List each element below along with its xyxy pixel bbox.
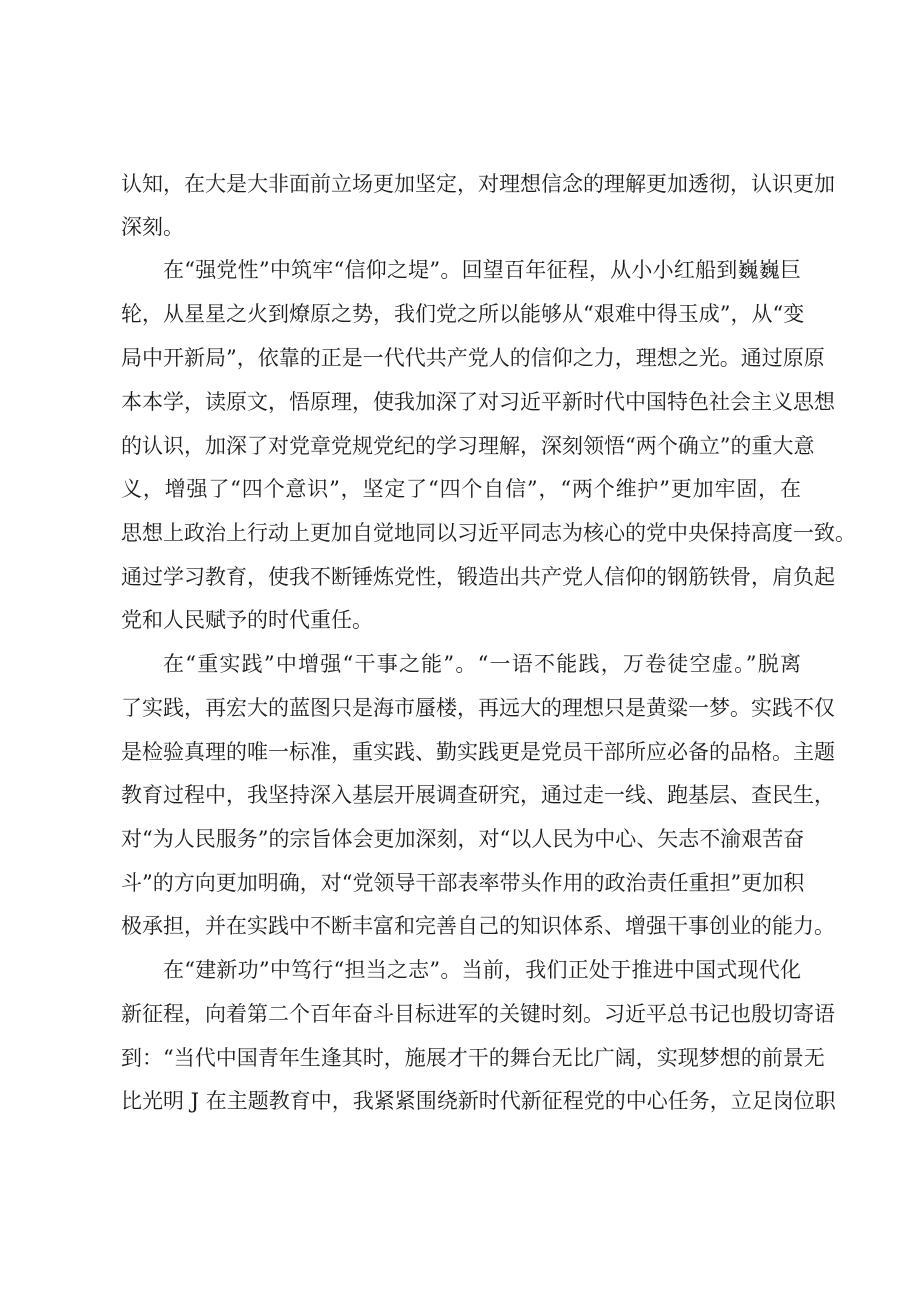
text-line: 认知，在大是大非面前立场更加坚定，对理想信念的理解更加透彻，认识更加 (121, 172, 835, 196)
text-line: 的认识，加深了对党章党规党纪的学习理解，深刻领悟“两个确立”的重大意 (121, 434, 815, 458)
paragraph-heading-line: 在“强党性”中筑牢“信仰之堤”。回望百年征程，从小小红船到巍巍巨 (163, 258, 801, 282)
text-line: 本本学，读原文，悟原理，使我加深了对习近平新时代中国特色社会主义思想 (121, 390, 835, 414)
text-line: 思想上政治上行动上更加自觉地同以习近平同志为核心的党中央保持高度一致。 (121, 521, 856, 545)
text-line: 党和人民赋予的时代重任。 (121, 608, 373, 632)
text-line: 比光明 J 在主题教育中，我紧紧围绕新时代新征程党的中心任务，立足岗位职 (121, 1089, 836, 1113)
text-line: 是检验真理的唯一标准，重实践、勤实践更是党员干部所应必备的品格。主题 (121, 740, 835, 764)
text-line: 通过学习教育，使我不断锤炼党性，锻造出共产党人信仰的钢筋铁骨，肩负起 (121, 565, 835, 589)
text-line: 深刻。 (121, 215, 184, 239)
text-line: 斗”的方向更加明确，对“党领导干部表率带头作用的政治责任重担”更加积 (121, 871, 805, 895)
text-line: 了实践，再宏大的蓝图只是海市蜃楼，再远大的理想只是黄粱一梦。实践不仅 (121, 696, 835, 720)
text-line: 新征程，向着第二个百年奋斗目标进军的关键时刻。习近平总书记也殷切寄语 (121, 1002, 835, 1026)
text-line: 局中开新局”，依靠的正是一代代共产党人的信仰之力，理想之光。通过原原 (121, 346, 825, 370)
paragraph-heading-line: 在“重实践”中增强“干事之能”。“一语不能践，万卷徒空虚。”脱离 (163, 652, 801, 676)
text-line: 对“为人民服务”的宗旨体会更加深刻，对“以人民为中心、矢志不渝艰苦奋 (121, 827, 805, 851)
text-line: 到：“当代中国青年生逢其时，施展才干的舞台无比广阔，实现梦想的前景无 (121, 1046, 825, 1070)
paragraph-heading-line: 在“建新功”中笃行“担当之志”。当前，我们正处于推进中国式现代化 (163, 958, 801, 982)
text-line: 义，增强了“四个意识”，坚定了“四个自信”，“两个维护”更加牢固，在 (121, 477, 801, 501)
text-line: 极承担，并在实践中不断丰富和完善自己的知识体系、增强干事创业的能力。 (121, 914, 835, 938)
text-line: 教育过程中，我坚持深入基层开展调查研究，通过走一线、跑基层、查民生， (121, 783, 835, 807)
text-line: 轮，从星星之火到燎原之势，我们党之所以能够从“艰难中得玉成”，从“变 (121, 302, 805, 326)
